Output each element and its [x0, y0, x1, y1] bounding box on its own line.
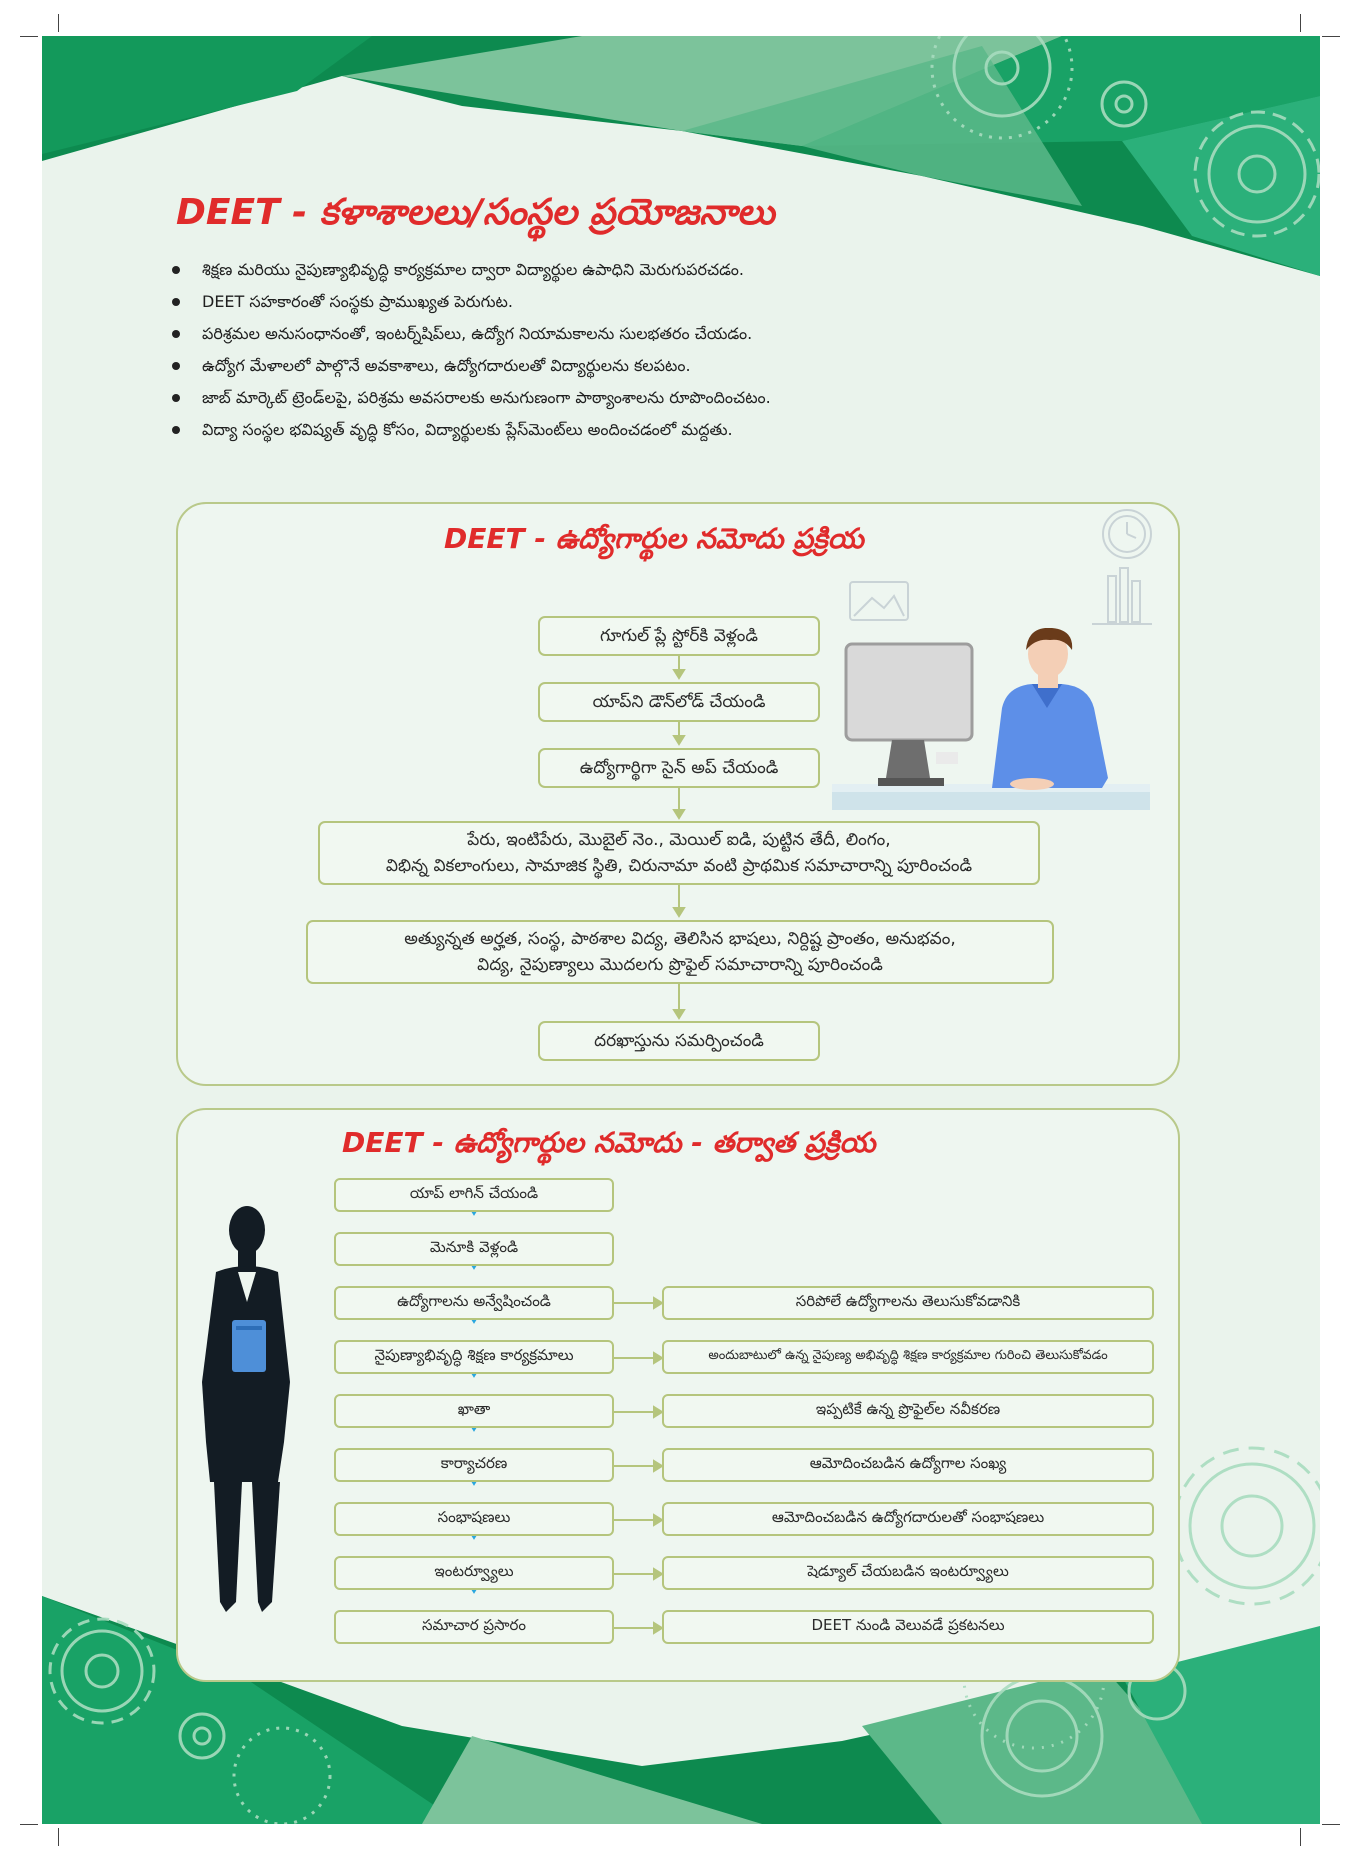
benefits-title: DEET - కళాశాలలు/సంస్థల ప్రయోజనాలు: [176, 192, 775, 233]
crop-mark: [1322, 1824, 1340, 1825]
crop-mark: [1300, 1828, 1301, 1846]
registration-step: పేరు, ఇంటిపేరు, మొబైల్ నెం., మెయిల్ ఐడి, పుట్టిన తేదీ, లింగం, విభిన్న వికలాంగులు, సామాజిక స్థితి, చిరునామా వంటి ప్రాథమిక సమాచారాన్ని పూరించండి: [318, 821, 1040, 885]
post-registration-step: మెనూకి వెళ్లండి: [334, 1232, 614, 1266]
registration-step: గూగుల్ ప్లే స్టోర్‌కి వెళ్లండి: [538, 616, 820, 656]
crop-mark: [1322, 36, 1340, 37]
post-registration-outcome: ఇప్పటికే ఉన్న ప్రొఫైల్‌ల నవీకరణ: [662, 1394, 1154, 1428]
post-registration-outcome: DEET నుండి వెలువడే ప్రకటనలు: [662, 1610, 1154, 1644]
list-item: విద్యా సంస్థల భవిష్యత్ వృద్ధి కోసం, విద్యార్థులకు ప్లేస్‌మెంట్‌లు అందించడంలో మద్దతు.: [172, 414, 1052, 446]
post-registration-outcome: షెడ్యూల్ చేయబడిన ఇంటర్వ్యూలు: [662, 1556, 1154, 1590]
registration-step: ఉద్యోగార్థిగా సైన్ అప్ చేయండి: [538, 748, 820, 788]
post-registration-step: ఖాతా: [334, 1394, 614, 1428]
registration-title: DEET - ఉద్యోగార్థుల నమోదు ప్రక్రియ: [444, 522, 864, 555]
post-registration-step: నైపుణ్యాభివృద్ధి శిక్షణ కార్యక్రమాలు: [334, 1340, 614, 1374]
poster: [42, 36, 1320, 1824]
crop-mark: [58, 1828, 59, 1846]
list-item: శిక్షణ మరియు నైపుణ్యాభివృద్ధి కార్యక్రమాల ద్వారా విద్యార్థుల ఉపాధిని మెరుగుపరచడం.: [172, 254, 1052, 286]
post-registration-title: DEET - ఉద్యోగార్థుల నమోదు - తర్వాత ప్రక్రియ: [342, 1126, 876, 1159]
list-item: జాబ్ మార్కెట్ ట్రెండ్‌లపై, పరిశ్రమ అవసరాలకు అనుగుణంగా పాఠ్యాంశాలను రూపొందించటం.: [172, 382, 1052, 414]
post-registration-outcome: ఆమోదించబడిన ఉద్యోగదారులతో సంభాషణలు: [662, 1502, 1154, 1536]
post-registration-outcome: సరిపోలే ఉద్యోగాలను తెలుసుకోవడానికి: [662, 1286, 1154, 1320]
registration-step: దరఖాస్తును సమర్పించండి: [538, 1021, 820, 1061]
post-registration-step: యాప్ లాగిన్ చేయండి: [334, 1178, 614, 1212]
post-registration-step: సమాచార ప్రసారం: [334, 1610, 614, 1644]
registration-step: యాప్‌ని డౌన్‌లోడ్ చేయండి: [538, 682, 820, 722]
registration-step: అత్యున్నత అర్హత, సంస్థ, పాఠశాల విద్య, తెలిసిన భాషలు, నిర్దిష్ట ప్రాంతం, అనుభవం, విద్య, నైపుణ్యాలు మొదలగు ప్రొఫైల్ సమాచారాన్ని పూరించండి: [306, 920, 1054, 984]
post-registration-outcome: ఆమోదించబడిన ఉద్యోగాల సంఖ్య: [662, 1448, 1154, 1482]
crop-mark: [1300, 14, 1301, 32]
crop-mark: [20, 1824, 38, 1825]
post-registration-step: కార్యాచరణ: [334, 1448, 614, 1482]
post-registration-step: సంభాషణలు: [334, 1502, 614, 1536]
crop-mark: [58, 14, 59, 32]
post-registration-step: ఇంటర్వ్యూలు: [334, 1556, 614, 1590]
list-item: DEET సహకారంతో సంస్థకు ప్రాముఖ్యత పెరుగుట.: [172, 286, 1052, 318]
crop-mark: [20, 36, 38, 37]
post-registration-outcome: అందుబాటులో ఉన్న నైపుణ్య అభివృద్ధి శిక్షణ కార్యక్రమాల గురించి తెలుసుకోవడం: [662, 1340, 1154, 1374]
list-item: ఉద్యోగ మేళాలలో పాల్గొనే అవకాశాలు, ఉద్యోగదారులతో విద్యార్థులను కలపటం.: [172, 350, 1052, 382]
post-registration-step: ఉద్యోగాలను అన్వేషించండి: [334, 1286, 614, 1320]
list-item: పరిశ్రమల అనుసంధానంతో, ఇంటర్న్‌షిప్‌లు, ఉద్యోగ నియామకాలను సులభతరం చేయడం.: [172, 318, 1052, 350]
